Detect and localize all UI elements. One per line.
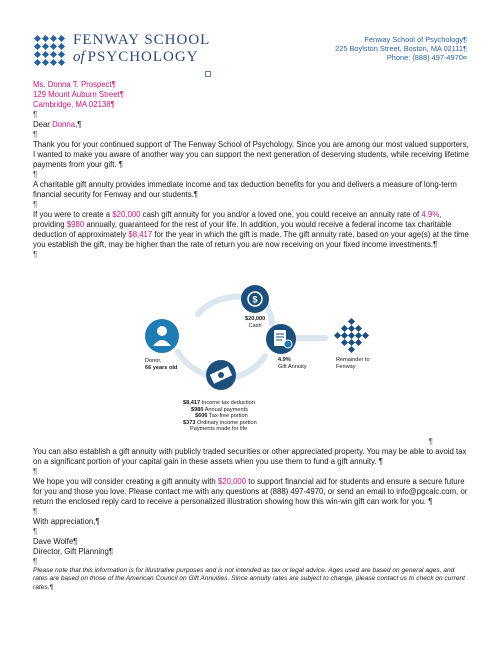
remainder-caption-2: Fenway bbox=[336, 363, 356, 370]
paragraph-annuity-benefits: A charitable gift annuity provides immediate income and tax deduction benefits for you and delivers a measure of long-term financial security for Fenway and our students.¶ bbox=[33, 180, 457, 199]
annuity-rate-label: 4.9% bbox=[278, 357, 291, 363]
logo-name-line1: FENWAY SCHOOL bbox=[73, 32, 211, 48]
address-line-1: Fenway School of Psychology¶ bbox=[364, 35, 467, 44]
logo-name-line2 bbox=[73, 49, 199, 66]
annuity-caption: Gift Annuity bbox=[278, 363, 307, 370]
logo-name-of: of bbox=[73, 49, 85, 65]
payments-money-icon bbox=[206, 360, 236, 390]
paragraph-call-to-action bbox=[33, 477, 469, 507]
salutation bbox=[33, 120, 469, 130]
svg-text:$: $ bbox=[252, 294, 258, 305]
salutation-suffix: ,¶ bbox=[75, 120, 82, 129]
p3-text-d: annually, guaranteed for the rest of your life. In addition, you would receive a federal income tax charitable deduction of approximately bbox=[33, 220, 452, 239]
blank-paragraph: ¶ bbox=[33, 170, 38, 179]
payment-amount: $8,417 bbox=[183, 400, 201, 406]
payment-amount: $606 bbox=[195, 413, 208, 420]
remainder-fenway-diamond-icon bbox=[334, 318, 369, 353]
p3-text-b: cash gift annuity for you and/or a loved one, you could receive an annuity rate of bbox=[140, 210, 422, 219]
blank-paragraph: ¶ bbox=[33, 527, 38, 536]
annuity-document-icon bbox=[266, 324, 296, 354]
payment-amount: $980 bbox=[191, 406, 204, 413]
cash-dollar-icon bbox=[241, 285, 269, 313]
payments-breakdown bbox=[183, 400, 257, 433]
recipient-block bbox=[33, 80, 469, 260]
payment-label: Ordinary income portion bbox=[197, 419, 257, 426]
paragraph-securities: You can also establish a gift annuity with publicly traded securities or other appreciated property. You may be able to avoid tax on a significant portion of your capital gain in these assets when you use them to fund a gift annuity. ¶ bbox=[33, 447, 467, 466]
logo-diamond-grid-icon bbox=[33, 34, 65, 66]
payment-row bbox=[183, 400, 257, 407]
payment-row bbox=[183, 413, 257, 420]
blank-paragraph: ¶ bbox=[428, 437, 433, 446]
payment-label: Annual payments bbox=[204, 406, 248, 413]
cash-amount: $20,000 bbox=[245, 316, 266, 322]
arc-donor-to-cash bbox=[198, 297, 248, 314]
address-line-2: 225 Boylston Street, Boston, MA 02111¶ bbox=[335, 44, 467, 53]
gift-amount-2: $20,000 bbox=[217, 477, 247, 486]
letter-body-lower bbox=[33, 437, 469, 592]
blank-paragraph: ¶ bbox=[33, 200, 38, 209]
donor-age: 66 years old bbox=[145, 364, 178, 371]
salutation-name: Donna bbox=[52, 120, 76, 129]
text-box-anchor-icon bbox=[205, 71, 211, 77]
blank-paragraph: ¶ bbox=[33, 130, 38, 139]
annuity-label bbox=[278, 357, 307, 370]
paragraph-intro: Thank you for your continued support of The Fenway School of Psychology. Since you are among our most valued supporters, I wanted to make you aware of another way you can support the next generation of deserving students, while receiving lifetime payments from your gift. ¶ bbox=[33, 140, 470, 169]
signer-name: Dave Wolfe¶ bbox=[33, 537, 78, 546]
payment-amount: $373 bbox=[183, 419, 196, 426]
valediction: With appreciation,¶ bbox=[33, 517, 100, 526]
gift-amount: $20,000 bbox=[112, 210, 141, 219]
blank-paragraph: ¶ bbox=[33, 507, 38, 516]
donor-label bbox=[145, 358, 177, 371]
logo-name-psychology: PSYCHOLOGY bbox=[87, 49, 199, 65]
annuity-rate: 4.9% bbox=[421, 210, 440, 219]
annual-payment: $980 bbox=[66, 220, 85, 229]
arc-annuity-to-payments bbox=[235, 356, 265, 377]
donor-caption: Donor, bbox=[145, 358, 162, 364]
blank-paragraph: ¶ bbox=[33, 557, 38, 566]
donor-person-icon bbox=[145, 319, 179, 353]
remainder-caption-1: Remainder to bbox=[336, 357, 370, 363]
paragraph-example bbox=[33, 210, 469, 250]
tax-deduction: $8,417 bbox=[128, 230, 153, 239]
p3-text-a: If you were to create a bbox=[33, 210, 113, 219]
p5-text-b: to support financial aid for students and ensure a secure future for you and those you love. Please contact me with any questions at (888) 497-4970, or send an email to info@pgcalc.com, or return the enclosed reply card to receive a personalized illustration showing how this win-win gift can work for you. ¶ bbox=[33, 477, 468, 506]
return-address bbox=[335, 35, 467, 62]
recipient-name: Ms. Donna T. Prospect¶ bbox=[33, 80, 116, 89]
payment-label: Income tax deduction bbox=[201, 400, 255, 406]
disclaimer: Please note that this information is for illustrative purposes and is not intended as tax or legal advice. Ages used are based on general ages, and rates are based on those of the American Council on Gift Annuities. Since annuity rates are subject to change, please contact us to check on current rates.¶ bbox=[33, 567, 466, 591]
p3-text-c: , providing bbox=[33, 210, 442, 229]
blank-paragraph: ¶ bbox=[33, 110, 38, 119]
address-line-3: Phone: (888) 497-4970¤ bbox=[386, 53, 467, 62]
payments-footer: Payments made for life bbox=[190, 426, 248, 433]
cash-caption: Cash bbox=[248, 322, 262, 329]
recipient-street: 129 Mount Auburn Street¶ bbox=[33, 90, 124, 99]
gift-annuity-diagram bbox=[135, 282, 375, 442]
payment-label: Tax-free portion bbox=[208, 413, 248, 420]
signer-title: Director, Gift Planning¶ bbox=[33, 547, 114, 556]
p5-text-a: We hope you will consider creating a gift annuity with bbox=[33, 477, 218, 486]
blank-paragraph: ¶ bbox=[33, 250, 38, 259]
recipient-city: Cambridge, MA 02138¶ bbox=[33, 100, 115, 109]
payment-row bbox=[183, 407, 257, 414]
arc-payments-to-donor bbox=[178, 352, 205, 374]
cash-label bbox=[245, 316, 265, 329]
blank-paragraph: ¶ bbox=[33, 467, 38, 476]
school-logo bbox=[33, 32, 211, 67]
remainder-label bbox=[336, 357, 370, 370]
p3-text-e: for the year in which the gift is made. The gift annuity rate, based on your age(s) at the time you establish the gift, may be higher than the rate of return you are now receiving on your fixed income investments.¶ bbox=[33, 230, 469, 249]
salutation-prefix: Dear bbox=[33, 120, 53, 129]
payment-row bbox=[183, 420, 257, 427]
